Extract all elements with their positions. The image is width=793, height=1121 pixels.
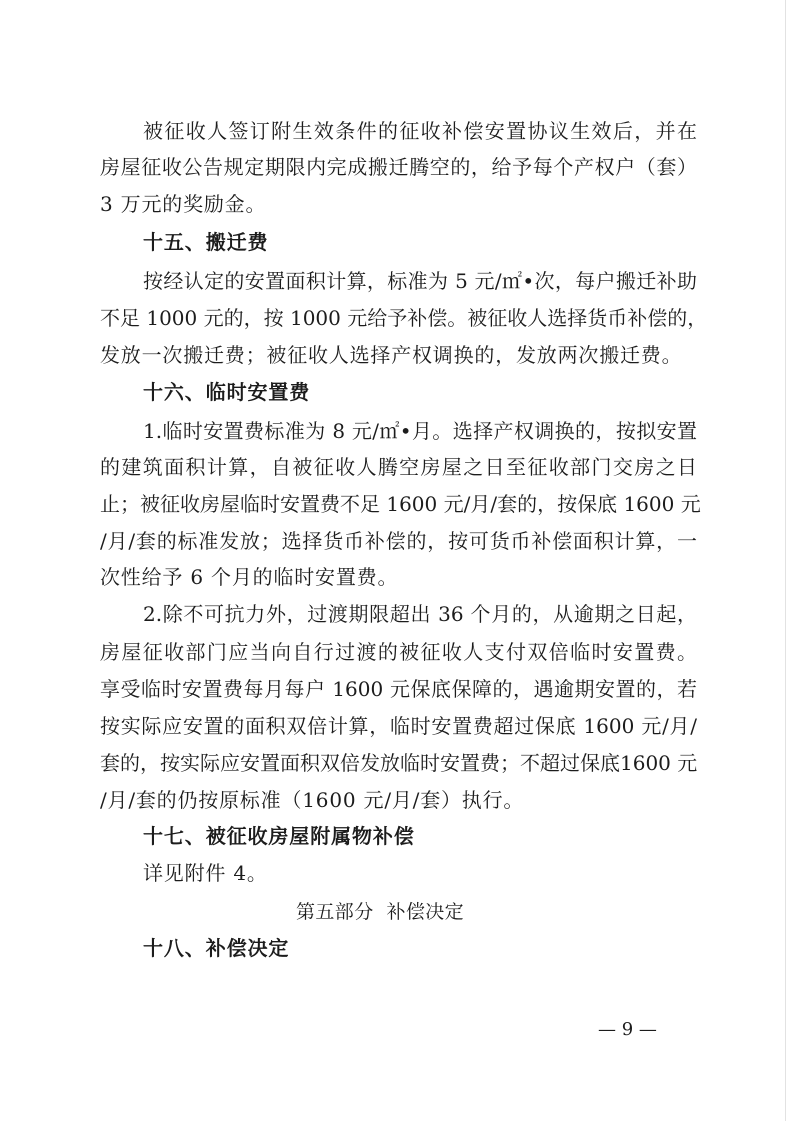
part-title: 第五部分 补偿决定 bbox=[296, 901, 465, 923]
scan-edge-line bbox=[785, 0, 786, 1121]
paragraph-line: /月/套的标准发放；选择货币补偿的，按可货币补偿面积计算，一 bbox=[100, 529, 697, 553]
paragraph-line: 套的，按实际应安置面积双倍发放临时安置费；不超过保底1600 元 bbox=[100, 751, 698, 775]
paragraph-line: 3 万元的奖励金。 bbox=[100, 192, 267, 216]
paragraph-line: 按经认定的安置面积计算，标准为 5 元/㎡•次，每户搬迁补助 bbox=[143, 269, 697, 293]
paragraph-line: 享受临时安置费每月每户 1600 元保底保障的，遇逾期安置的，若 bbox=[100, 677, 697, 701]
paragraph-line: 2.除不可抗力外，过渡期限超出 36 个月的，从逾期之日起， bbox=[143, 602, 697, 626]
paragraph-line: 详见附件 4。 bbox=[143, 861, 268, 885]
section-heading: 十六、临时安置费 bbox=[143, 380, 311, 404]
section-heading: 十五、搬迁费 bbox=[143, 230, 269, 254]
paragraph-line: 不足 1000 元的，按 1000 元给予补偿。被征收人选择货币补偿的， bbox=[100, 306, 708, 330]
paragraph-line: 被征收人签订附生效条件的征收补偿安置协议生效后，并在 bbox=[143, 119, 697, 143]
paragraph-line: 房屋征收部门应当向自行过渡的被征收人支付双倍临时安置费。 bbox=[100, 640, 697, 664]
page-number: — 9 — bbox=[598, 1019, 657, 1040]
paragraph-line: 发放一次搬迁费；被征收人选择产权调换的，发放两次搬迁费。 bbox=[100, 343, 683, 367]
paragraph-line: 1.临时安置费标准为 8 元/㎡•月。选择产权调换的，按拟安置 bbox=[143, 419, 697, 443]
paragraph-line: 次性给予 6 个月的临时安置费。 bbox=[100, 565, 399, 589]
paragraph-line: 房屋征收公告规定期限内完成搬迁腾空的，给予每个产权户（套） bbox=[100, 155, 697, 179]
section-heading: 十八、补偿决定 bbox=[143, 936, 290, 960]
paragraph-line: 的建筑面积计算，自被征收人腾空房屋之日至征收部门交房之日 bbox=[100, 455, 697, 479]
paragraph-line: 按实际应安置的面积双倍计算，临时安置费超过保底 1600 元/月/ bbox=[100, 714, 697, 738]
section-heading: 十七、被征收房屋附属物补偿 bbox=[143, 824, 415, 848]
paragraph-line: /月/套的仍按原标准（1600 元/月/套）执行。 bbox=[100, 788, 525, 812]
paragraph-line: 止；被征收房屋临时安置费不足 1600 元/月/套的，按保底 1600 元 bbox=[100, 492, 701, 516]
